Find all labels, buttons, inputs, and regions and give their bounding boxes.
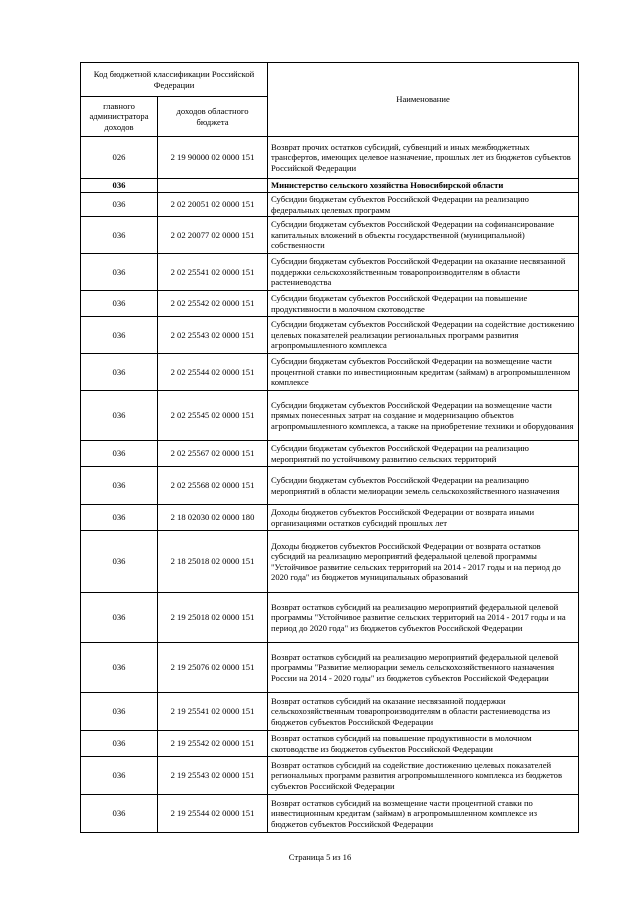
income-code-cell: 2 02 25543 02 0000 151 [158, 317, 268, 354]
table-row [81, 354, 579, 391]
income-code-cell: 2 18 02030 02 0000 180 [158, 505, 268, 531]
table-row [81, 731, 579, 757]
name-cell: Возврат остатков субсидий на возмещение части процентной ставки по инвестиционным кредитам (займам) в агропромышленном комплексе из бюджетов субъектов Российской Федерации [268, 795, 579, 833]
income-code-cell: 2 02 20077 02 0000 151 [158, 217, 268, 254]
name-cell: Возврат остатков субсидий на реализацию мероприятий федеральной целевой программы "Устойчивое развитие сельских территорий на 2014 - 2017 годы и на период до 2020 года" из бюджетов субъектов Российской Федерации [268, 593, 579, 643]
admin-code-cell: 036 [81, 593, 158, 643]
table-row [81, 593, 579, 643]
admin-code-cell: 036 [81, 193, 158, 217]
admin-code-cell: 036 [81, 467, 158, 505]
admin-code-cell: 036 [81, 731, 158, 757]
name-cell: Возврат прочих остатков субсидий, субвенций и иных межбюджетных трансфертов, имеющих целевое назначение, прошлых лет из бюджетов субъектов Российской Федерации [268, 137, 579, 179]
name-cell: Возврат остатков субсидий на оказание несвязанной поддержки сельскохозяйственным товаропроизводителям в области растениеводства из бюджетов субъектов Российской Федерации [268, 693, 579, 731]
table-row [81, 391, 579, 441]
name-cell: Возврат остатков субсидий на содействие достижению целевых показателей региональных программ развития агропромышленного комплекса из бюджетов субъектов Российской Федерации [268, 757, 579, 795]
income-code-cell: 2 02 25568 02 0000 151 [158, 467, 268, 505]
table-row [81, 643, 579, 693]
name-cell: Субсидии бюджетам субъектов Российской Федерации на содействие достижению целевых показателей реализации региональных программ развития агропромышленного комплекса [268, 317, 579, 354]
income-code-cell: 2 02 25541 02 0000 151 [158, 254, 268, 291]
income-code-cell: 2 19 25076 02 0000 151 [158, 643, 268, 693]
admin-code-cell: 026 [81, 137, 158, 179]
income-code-cell: 2 19 25543 02 0000 151 [158, 757, 268, 795]
income-code-cell: 2 19 25544 02 0000 151 [158, 795, 268, 833]
table-row [81, 795, 579, 833]
name-cell: Субсидии бюджетам субъектов Российской Федерации на софинансирование капитальных вложений в объекты государственной (муниципальной) собственности [268, 217, 579, 254]
table-row [81, 531, 579, 593]
name-cell: Возврат остатков субсидий на реализацию мероприятий федеральной целевой программы "Развитие мелиорации земель сельскохозяйственного назначения России на 2014 - 2020 годы" из бюджетов субъектов Российской Федерации [268, 643, 579, 693]
admin-code-cell: 036 [81, 757, 158, 795]
admin-code-cell: 036 [81, 693, 158, 731]
table-row [81, 505, 579, 531]
admin-code-cell: 036 [81, 291, 158, 317]
admin-code-cell: 036 [81, 505, 158, 531]
table-row [81, 441, 579, 467]
budget-classification-table [80, 62, 579, 833]
name-cell: Субсидии бюджетам субъектов Российской Федерации на оказание несвязанной поддержки сельскохозяйственным товаропроизводителям в области растениеводства [268, 254, 579, 291]
income-code-cell: 2 02 25542 02 0000 151 [158, 291, 268, 317]
table-row [81, 291, 579, 317]
name-cell: Субсидии бюджетам субъектов Российской Федерации на повышение продуктивности в молочном скотоводстве [268, 291, 579, 317]
table-row [81, 693, 579, 731]
name-cell: Возврат остатков субсидий на повышение продуктивности в молочном скотоводстве из бюджетов субъектов Российской Федерации [268, 731, 579, 757]
table-row [81, 217, 579, 254]
income-code-cell: 2 19 25542 02 0000 151 [158, 731, 268, 757]
admin-code-cell: 036 [81, 354, 158, 391]
admin-code-cell: 036 [81, 531, 158, 593]
table-row [81, 757, 579, 795]
income-code-cell: 2 19 25541 02 0000 151 [158, 693, 268, 731]
admin-code-cell: 036 [81, 391, 158, 441]
admin-code-cell: 036 [81, 179, 158, 193]
name-cell: Субсидии бюджетам субъектов Российской Федерации на реализацию мероприятий по устойчивому развитию сельских территорий [268, 441, 579, 467]
name-cell: Министерство сельского хозяйства Новосибирской области [268, 179, 579, 193]
admin-code-cell: 036 [81, 795, 158, 833]
income-code-cell: 2 19 25018 02 0000 151 [158, 593, 268, 643]
table-row [81, 193, 579, 217]
admin-code-cell: 036 [81, 254, 158, 291]
table-row [81, 137, 579, 179]
admin-code-cell: 036 [81, 217, 158, 254]
income-code-cell: 2 02 25567 02 0000 151 [158, 441, 268, 467]
name-cell: Субсидии бюджетам субъектов Российской Федерации на реализацию мероприятий в области мелиорации земель сельскохозяйственного назначения [268, 467, 579, 505]
name-cell: Доходы бюджетов субъектов Российской Федерации от возврата иными организациями остатков субсидий прошлых лет [268, 505, 579, 531]
table-row [81, 179, 579, 193]
name-cell: Доходы бюджетов субъектов Российской Федерации от возврата остатков субсидий на реализацию мероприятий федеральной целевой программы "Устойчивое развитие сельских территорий на 2014 - 2017 годы и на период до 2020 года" из бюджетов муниципальных образований [268, 531, 579, 593]
income-code-cell: 2 18 25018 02 0000 151 [158, 531, 268, 593]
name-cell: Субсидии бюджетам субъектов Российской Федерации на возмещение части процентной ставки по инвестиционным кредитам (займам) в агропромышленном комплексе [268, 354, 579, 391]
table-row [81, 317, 579, 354]
header-name: Наименование [268, 63, 579, 137]
income-code-cell: 2 02 25544 02 0000 151 [158, 354, 268, 391]
table-row [81, 467, 579, 505]
admin-code-cell: 036 [81, 317, 158, 354]
name-cell: Субсидии бюджетам субъектов Российской Федерации на возмещение части прямых понесенных затрат на создание и модернизацию объектов агропромышленного комплекса, а также на приобретение техники и оборудования [268, 391, 579, 441]
admin-code-cell: 036 [81, 643, 158, 693]
header-income: доходов областного бюджета [158, 97, 268, 137]
header-admin: главного администратора доходов [81, 97, 158, 137]
admin-code-cell: 036 [81, 441, 158, 467]
income-code-cell [158, 179, 268, 193]
income-code-cell: 2 02 20051 02 0000 151 [158, 193, 268, 217]
name-cell: Субсидии бюджетам субъектов Российской Федерации на реализацию федеральных целевых программ [268, 193, 579, 217]
income-code-cell: 2 02 25545 02 0000 151 [158, 391, 268, 441]
table-row [81, 254, 579, 291]
header-code-group: Код бюджетной классификации Российской Федерации [81, 63, 268, 97]
income-code-cell: 2 19 90000 02 0000 151 [158, 137, 268, 179]
page-number: Страница 5 из 16 [288, 852, 352, 862]
